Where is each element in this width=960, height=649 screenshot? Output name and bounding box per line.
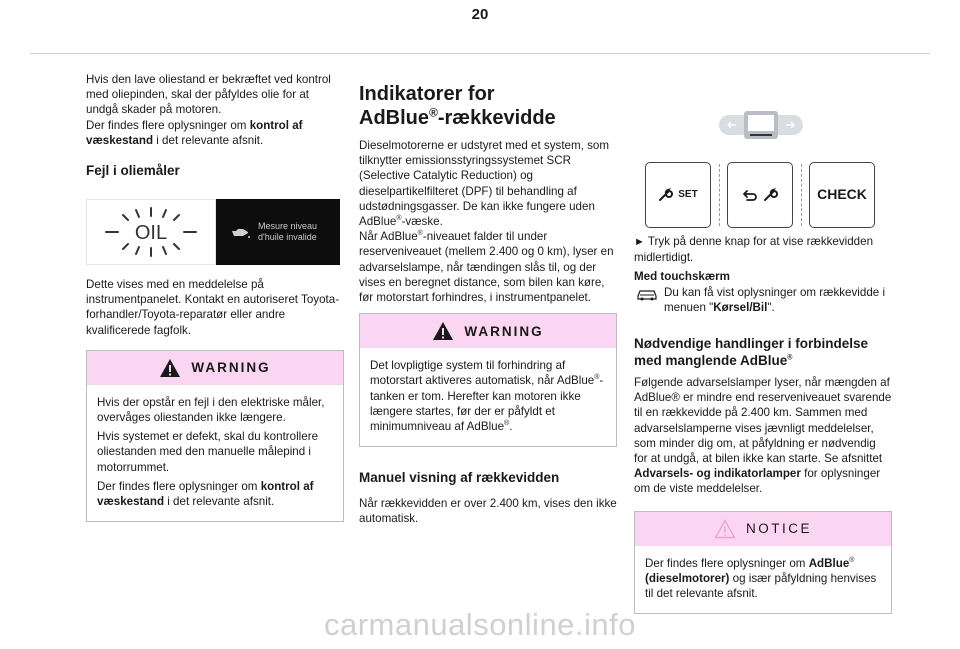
warning-title: WARNING xyxy=(191,360,271,376)
notice-body: Der findes flere oplysninger om AdBlue® (dieselmotorer) og især påfyldning henvises til det relevante afsnit. xyxy=(645,556,877,601)
top-rule xyxy=(30,53,930,54)
separator-dashed xyxy=(801,164,803,226)
oil-can-icon xyxy=(230,225,250,239)
heading-manual-display: Manuel visning af rækkevidden xyxy=(359,470,560,486)
column-1 xyxy=(86,72,344,522)
steering-wheel-controls-icon xyxy=(718,108,804,142)
set-button-label: SET xyxy=(678,189,698,201)
check-button[interactable] xyxy=(809,162,875,228)
set-button[interactable] xyxy=(645,162,711,228)
touchscreen-paragraph: Du kan få vist oplysninger om rækkevidde i menuen "Kørsel/Bil". xyxy=(664,285,886,314)
warning-header xyxy=(87,351,343,385)
wrench-icon xyxy=(763,188,779,202)
column-2 xyxy=(359,72,617,531)
notice-box xyxy=(634,511,892,615)
oil-fault-display xyxy=(216,199,340,265)
notice-header xyxy=(635,512,891,546)
adblue-intro-paragraph: Dieselmotorerne er udstyret med et system, som tilknytter emissionsstyringssystemet SCR (Selective Catalytic Reduction) og dieselpartikelfilteret (DPF) til behandling af udstødningsgasser. De kan ikke fungere uden AdBlue®-væske. Når AdBlue®-niveauet falder til under reserveniveauet (mellem 2.400 og 0 km), lyser en advarselslampe, når tændingen slås til, og der vises en beregnet distance, som bilen kan køre, før motorstart forhindres, i instrumentpanelet. xyxy=(359,139,614,305)
notice-triangle-icon xyxy=(714,519,736,539)
manual-display-paragraph: Når rækkevidden er over 2.400 km, vises den ikke automatisk. xyxy=(359,497,617,526)
check-button-label: CHECK xyxy=(817,186,867,203)
oil-fault-message: Mesure niveau d'huile invalide xyxy=(258,221,318,243)
touchscreen-row xyxy=(636,285,892,319)
oil-symbol-text: OIL xyxy=(134,222,168,245)
warning-body: Hvis der opstår en fejl i den elektriske måler, overvåges oliestanden ikke længere. Hvis systemet er defekt, skal du kontrollere oliestanden med den manuelle målepind i motorrummet. Der findes flere oplysninger om kontrol af væskestand i det relevante afsnit. xyxy=(97,395,325,509)
required-actions-paragraph: Følgende advarselslamper lyser, når mængden af AdBlue® er mindre end reserveniveauet svarende til en rækkevidde på 2.400 km. Sammen med advarselslamperne vises jævnligt meddelelser, som minder dig om, at påfyldning er nødvendig for at undgå, at bilen ikke kan starte. Se afsnittet Advarsels- og indikatorlamper for oplysninger om de viste meddelelser. xyxy=(634,376,892,496)
touchscreen-heading: Med touchskærm xyxy=(634,270,730,284)
warning-triangle-icon xyxy=(432,321,454,341)
oil-gauge-fault-image xyxy=(86,199,340,265)
return-arrow-icon xyxy=(741,188,759,202)
car-icon xyxy=(636,286,658,302)
oil-rays-icon xyxy=(96,204,206,260)
watermark-footer: carmanualsonline.info xyxy=(323,607,637,642)
reset-button[interactable] xyxy=(727,162,793,228)
press-button-paragraph: ► Tryk på denne knap for at vise rækkevidden midlertidigt. xyxy=(634,235,874,265)
oil-intro-paragraph: Hvis den lave oliestand er bekræftet ved kontrol med oliepinden, skal der påfyldes olie for at undgå skader på motoren. Der findes flere oplysninger om kontrol af væskestand i det relevante afsnit. xyxy=(86,73,331,147)
warning-header xyxy=(360,314,616,348)
bullet-arrow-icon: ► xyxy=(634,236,645,248)
oil-warning-symbol xyxy=(86,199,216,265)
warning-body: Det lovpligtige system til forhindring af motorstart aktiveres automatisk, når AdBlue®-tanken er tom. Herefter kan motoren ikke længere startes, før der er påfyldt et minimumniveau af AdBlue®. xyxy=(370,359,604,434)
heading-oil-gauge-fault: Fejl i oliemåler xyxy=(86,163,180,179)
page-number: 20 xyxy=(471,6,489,23)
steering-buttons-illustration xyxy=(634,80,892,210)
warning-triangle-icon xyxy=(159,358,181,378)
notice-title: NOTICE xyxy=(745,521,812,537)
oil-fault-paragraph: Dette vises med en meddelelse på instrumentpanelet. Kontakt en autoriseret Toyota-forhandler/Toyota-reparatør eller andre kvalificerede fagfolk. xyxy=(86,278,340,337)
section-title: Indikatorer for AdBlue®-rækkevidde xyxy=(359,83,556,129)
warning-title: WARNING xyxy=(464,323,544,339)
warning-box-adblue xyxy=(359,313,617,447)
wrench-icon xyxy=(658,188,674,202)
separator-dashed xyxy=(719,164,721,226)
heading-required-actions: Nødvendige handlinger i forbindelse med manglende AdBlue® xyxy=(634,336,869,369)
column-3 xyxy=(634,72,892,614)
warning-box-oil xyxy=(86,350,344,522)
